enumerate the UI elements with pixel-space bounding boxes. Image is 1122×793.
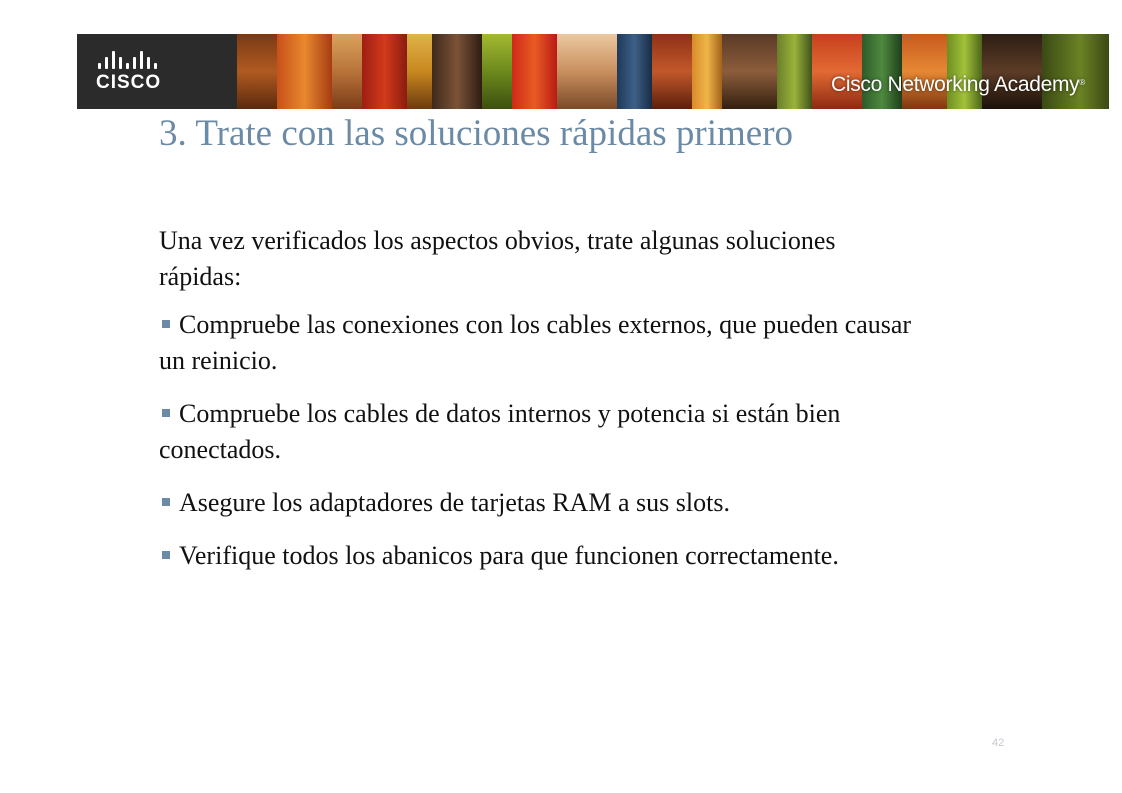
cisco-bridge-icon [98, 49, 176, 69]
list-item [159, 485, 919, 521]
slide-body [159, 223, 919, 591]
list-item [159, 538, 919, 574]
square-bullet-icon [162, 409, 170, 417]
bullet-text: Asegure los adaptadores de tarjetas RAM a sus slots. [179, 488, 730, 517]
square-bullet-icon [162, 320, 170, 328]
intro-paragraph: Una vez verificados los aspectos obvios, trate algunas soluciones rápidas: [159, 226, 836, 291]
page-number: 42 [992, 737, 1005, 749]
academy-title: Cisco Networking Academy® [830, 73, 1085, 96]
bullet-text: Verifique todos los abanicos para que funcionen correctamente. [179, 541, 839, 570]
square-bullet-icon [162, 498, 170, 506]
list-item [159, 307, 919, 379]
bullet-list [159, 307, 919, 574]
cisco-wordmark: CISCO [96, 72, 162, 93]
list-item [159, 396, 919, 468]
slide-title: 3. Trate con las soluciones rápidas primero [159, 113, 794, 154]
photo-strip [237, 34, 1109, 109]
logo-area [77, 34, 237, 109]
header-banner [77, 34, 1109, 109]
bullet-text: Compruebe los cables de datos internos y potencia si están bien conectados. [159, 399, 841, 464]
square-bullet-icon [162, 551, 170, 559]
cisco-logo [96, 49, 176, 95]
bullet-text: Compruebe las conexiones con los cables externos, que pueden causar un reinicio. [159, 310, 912, 375]
